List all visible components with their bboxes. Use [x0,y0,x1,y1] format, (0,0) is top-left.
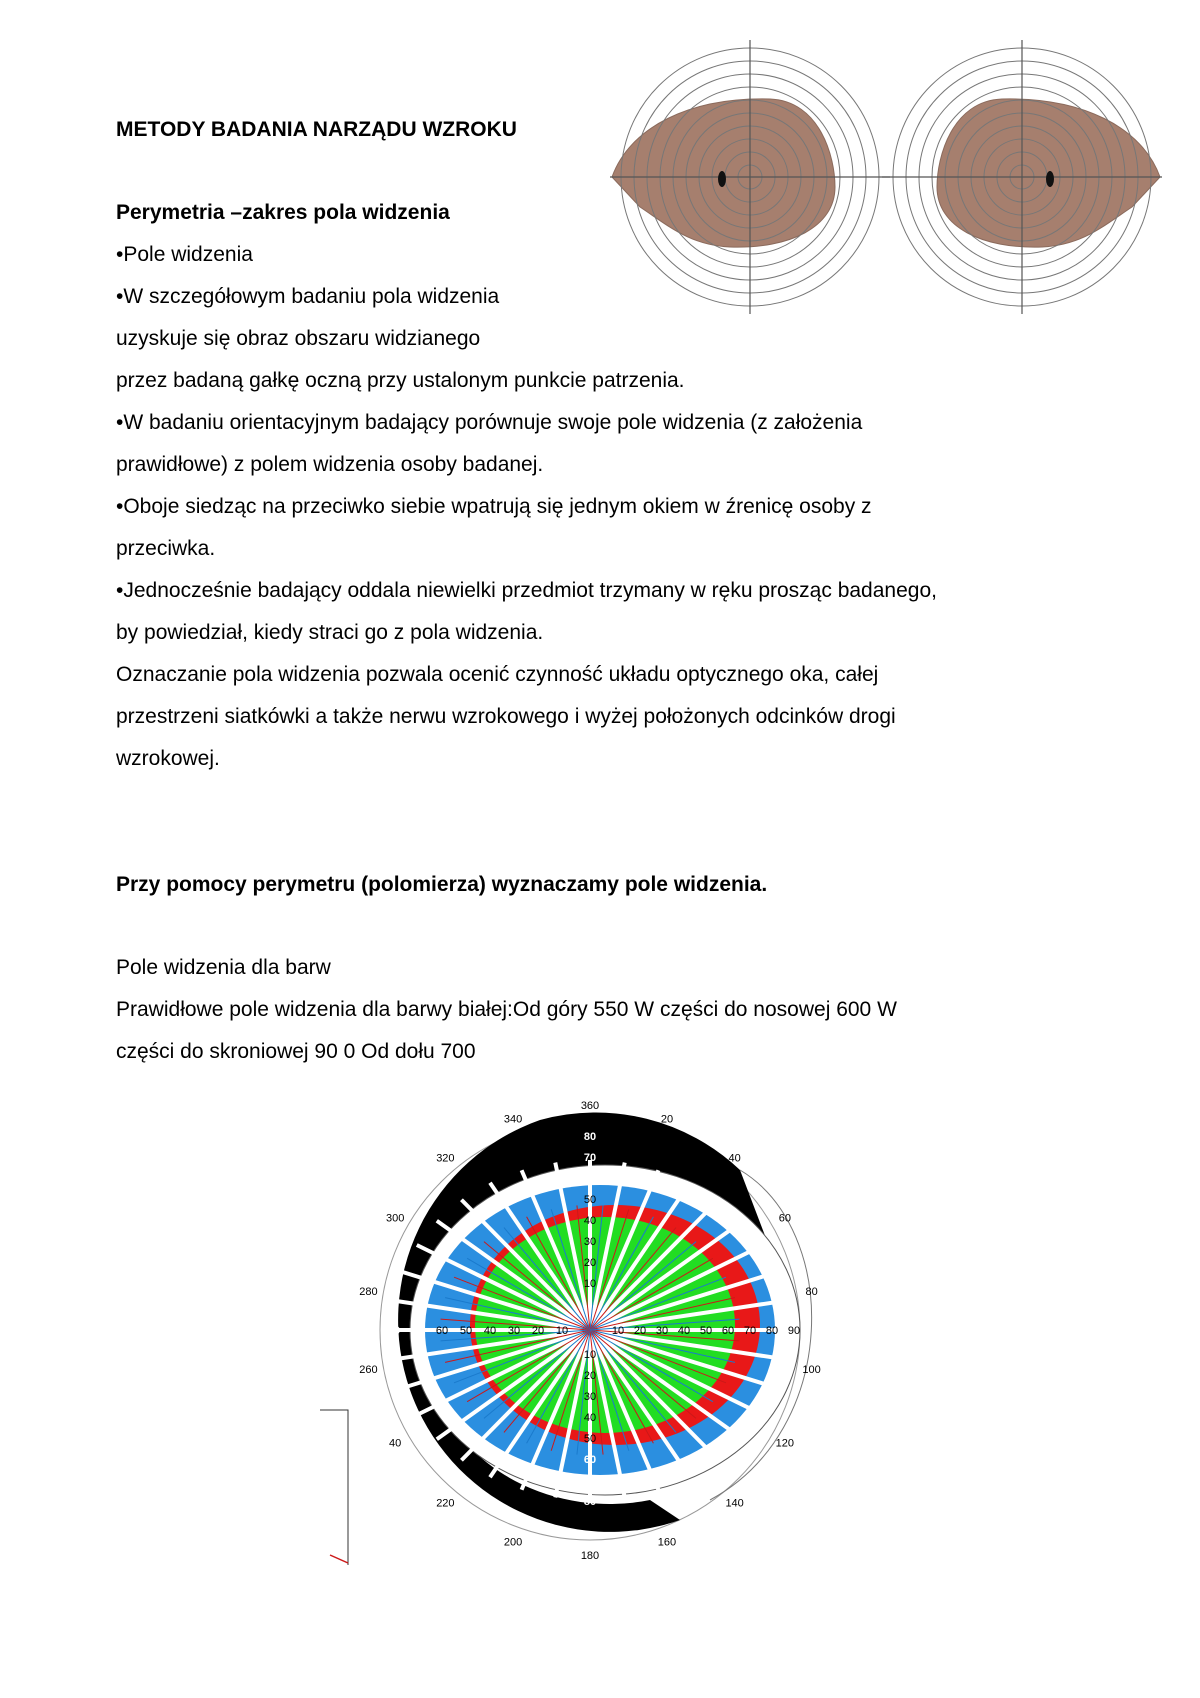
radial-label-top: 20 [583,1257,597,1269]
page-title: METODY BADANIA NARZĄDU WZROKU [116,118,517,141]
section-heading-perimetry: Perymetria –zakres pola widzenia [116,201,450,224]
radial-label-top: 60 [583,1173,597,1185]
angle-label: 60 [778,1212,791,1225]
paragraph-line: prawidłowe) z polem widzenia osoby badanej. [116,453,544,476]
radial-label-left: 50 [459,1325,473,1337]
radial-label-left: 10 [555,1325,569,1337]
blind-spot [718,171,726,187]
visual-field-right [882,40,1162,314]
angle-label: 40 [389,1437,402,1450]
radial-label-top: 10 [583,1278,597,1290]
radial-label-bottom: 30 [583,1391,597,1403]
blind-spot [1046,171,1054,187]
angle-label: 260 [359,1364,378,1377]
paragraph-line: •W szczegółowym badaniu pola widzenia [116,285,500,308]
paragraph-line: przez badaną gałkę oczną przy ustalonym punkcie patrzenia. [116,369,685,392]
angle-label: 320 [436,1152,455,1165]
radial-label-bottom: 40 [583,1412,597,1424]
radial-label-right: 60 [721,1325,735,1337]
visual-field-left [610,40,890,314]
angle-label: 280 [359,1285,378,1298]
radial-label-bottom: 10 [583,1349,597,1361]
radial-label-right: 50 [699,1325,713,1337]
radial-label-left: 90 [363,1325,377,1337]
radial-label-left: 60 [435,1325,449,1337]
radial-label-left: 70 [411,1325,425,1337]
paragraph-line: Prawidłowe pole widzenia dla barwy białej:Od góry 550 W części do nosowej 600 W [116,998,897,1021]
radial-label-top: 50 [583,1194,597,1206]
angle-label: 360 [580,1100,600,1112]
angle-label: 220 [436,1497,455,1510]
radial-label-top: 80 [583,1131,597,1143]
paragraph-line: •Oboje siedząc na przeciwko siebie wpatrują się jednym okiem w źrenicę osoby z [116,495,872,518]
radial-label-right: 80 [765,1325,779,1337]
paragraph-line: •Pole widzenia [116,243,253,266]
radial-label-bottom: 70 [583,1475,597,1487]
angle-label: 140 [725,1497,744,1510]
color-perimeter-diagram [320,1085,880,1585]
paragraph-line: by powiedział, kiedy straci go z pola widzenia. [116,621,544,644]
bracket-line [320,1410,348,1565]
radial-label-top: 40 [583,1215,597,1227]
bracket-mark [330,1555,348,1563]
radial-label-top: 30 [583,1236,597,1248]
paragraph-line: przeciwka. [116,537,216,560]
radial-label-bottom: 60 [583,1454,597,1466]
angle-label: 340 [503,1113,523,1126]
radial-label-right: 70 [743,1325,757,1337]
angle-label: 200 [503,1536,523,1549]
paragraph-line: wzrokowej. [116,747,220,770]
paragraph-line: Oznaczanie pola widzenia pozwala ocenić czynność układu optycznego oka, całej [116,663,879,686]
angle-label: 80 [805,1285,818,1298]
angle-label: 160 [657,1536,677,1549]
radial-label-left: 20 [531,1325,545,1337]
paragraph-line: •Jednocześnie badający oddala niewielki przedmiot trzymany w ręku prosząc badanego, [116,579,937,602]
radial-label-bottom: 80 [583,1496,597,1508]
angle-label: 100 [802,1364,821,1377]
radial-label-left: 30 [507,1325,521,1337]
radial-label-bottom: 50 [583,1433,597,1445]
angle-label: 40 [728,1152,741,1165]
paragraph-line: •W badaniu orientacyjnym badający porównuje swoje pole widzenia (z założenia [116,411,863,434]
angle-label: 20 [660,1113,674,1126]
paragraph-line: Pole widzenia dla barw [116,956,331,979]
radial-label-top: 70 [583,1152,597,1164]
visual-field-diagrams [610,40,1170,320]
paragraph-line: części do skroniowej 90 0 Od dołu 700 [116,1040,476,1063]
angle-label: 180 [580,1550,600,1562]
radial-label-left: 80 [387,1325,401,1337]
radial-label-right: 90 [787,1325,801,1337]
radial-label-right: 40 [677,1325,691,1337]
radial-label-right: 30 [655,1325,669,1337]
radial-label-right: 20 [633,1325,647,1337]
paragraph-line: uzyskuje się obraz obszaru widzianego [116,327,481,350]
radial-label-left: 40 [483,1325,497,1337]
section-heading-perimeter: Przy pomocy perymetru (polomierza) wyznaczamy pole widzenia. [116,873,768,896]
paragraph-line: przestrzeni siatkówki a także nerwu wzrokowego i wyżej położonych odcinków drogi [116,705,896,728]
angle-label: 300 [385,1212,405,1225]
radial-label-right: 10 [611,1325,625,1337]
radial-label-bottom: 20 [583,1370,597,1382]
angle-label: 120 [775,1437,795,1450]
